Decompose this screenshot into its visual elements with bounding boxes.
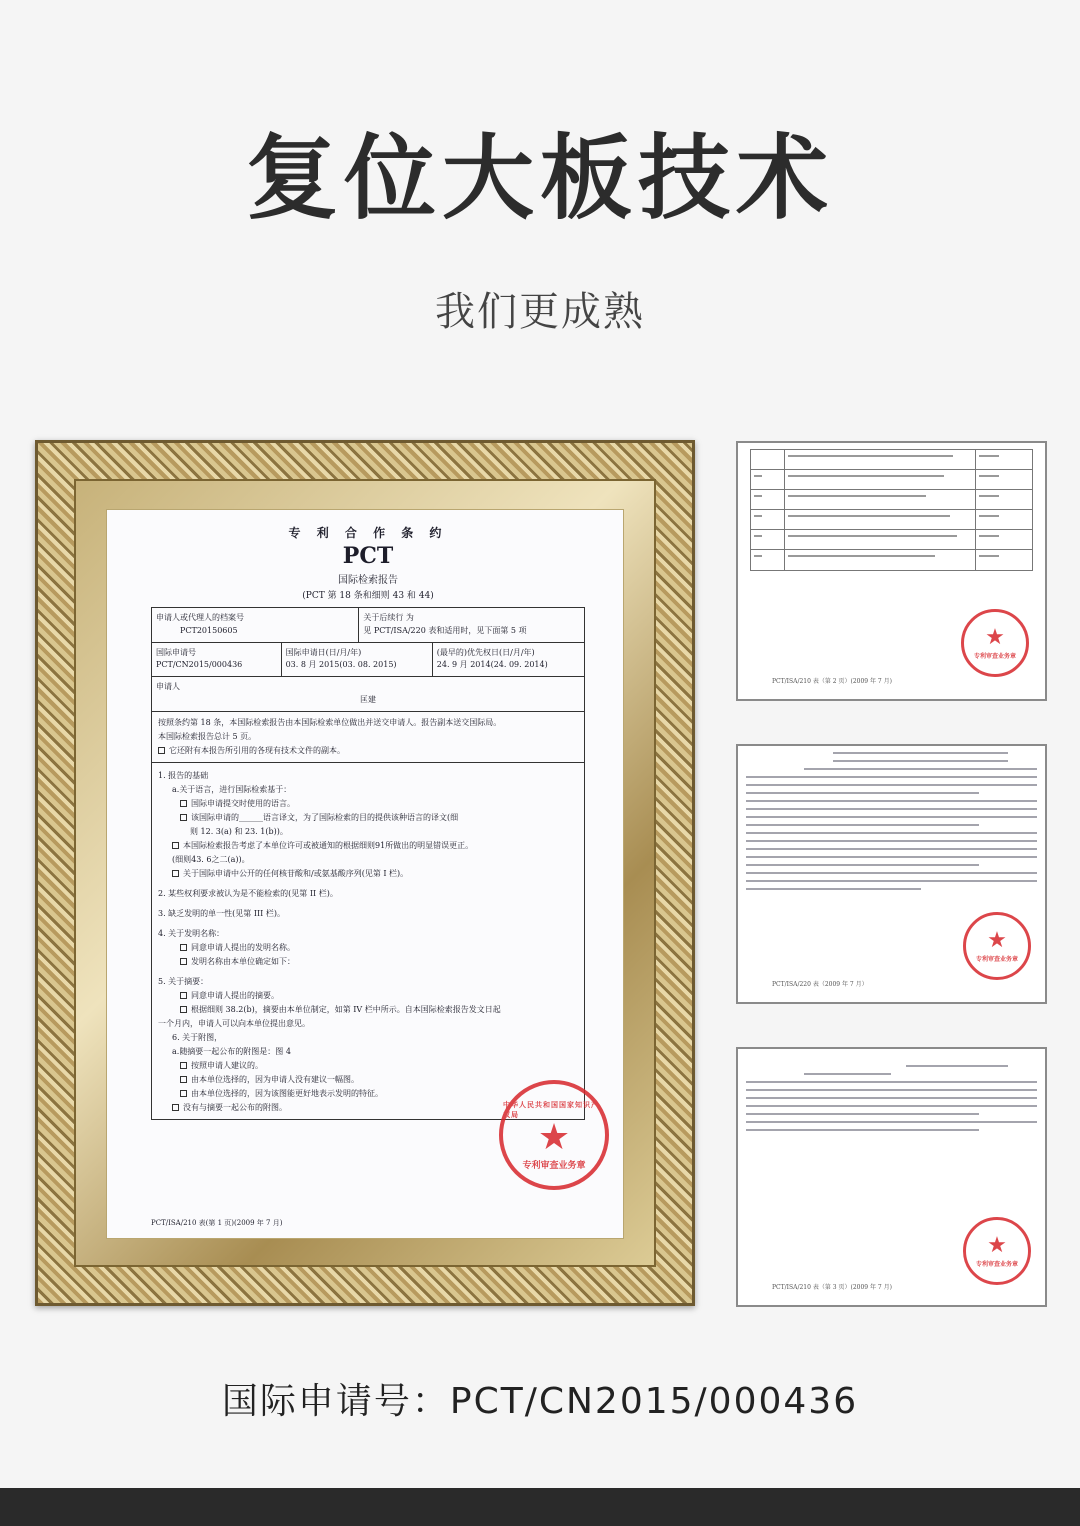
list-item: 同意申请人提出的发明名称。 <box>158 941 578 955</box>
thumb-footer: PCT/ISA/210 表（第 2 页）(2009 年 7 月) <box>772 678 892 685</box>
checkbox <box>180 944 187 951</box>
certificate-paper <box>106 509 624 1239</box>
applicant-cell <box>152 677 584 711</box>
seal-text: 专利审查业务章 <box>973 652 1016 660</box>
checkbox <box>158 747 165 754</box>
star-icon: ★ <box>987 1232 1007 1258</box>
thumb-footer: PCT/ISA/210 表（第 3 页）(2009 年 7 月) <box>772 1284 892 1291</box>
checkbox <box>172 870 179 877</box>
seal-arc-text: 中华人民共和国国家知识产权局 <box>503 1099 599 1119</box>
table-row <box>751 530 1032 550</box>
list-item: 则 12. 3(a) 和 23. 1(b))。 <box>190 826 288 836</box>
filing-date-label: 国际申请日(日/月/年) <box>285 647 362 657</box>
intl-app-value: PCT/CN2015/000436 <box>156 660 243 670</box>
thumb-table <box>744 449 1039 571</box>
checkbox <box>180 1076 187 1083</box>
intro-section <box>151 712 585 763</box>
list-item: 2. 某些权利要求被认为是不能检索的(见第 II 栏)。 <box>158 888 338 898</box>
list-item: 5. 关于摘要： <box>158 976 209 986</box>
star-icon: ★ <box>537 1116 571 1158</box>
official-seal <box>963 912 1031 980</box>
info-row-applicant <box>152 677 584 711</box>
thumbnail-page-3 <box>736 744 1047 1004</box>
table-row <box>751 470 1032 490</box>
list-item: 没有与摘要一起公布的附图。 <box>158 1101 578 1115</box>
application-number: 国际申请号：PCT/CN2015/000436 <box>221 1381 859 1422</box>
info-row-dates <box>152 643 584 678</box>
checkbox <box>180 992 187 999</box>
thumbnail-page-2 <box>736 441 1047 701</box>
applicant-ref-label: 申请人或代理人的档案号 <box>156 613 244 622</box>
checkbox <box>180 814 187 821</box>
doc-footer: PCT/ISA/210 表(第 1 页)(2009 年 7 月) <box>151 1219 283 1227</box>
certificate-frame <box>35 440 695 1306</box>
thumb-footer: PCT/ISA/220 表（2009 年 7 月） <box>772 981 868 988</box>
official-seal <box>499 1080 609 1190</box>
intro-para-1: 按照条约第 18 条，本国际检索报告由本国际检索单位做出并送交申请人。报告副本送交国际局。 <box>158 717 502 727</box>
list-item: a.关于语言，进行国际检索基于： <box>172 784 292 794</box>
intl-app-label: 国际申请号 <box>156 647 196 657</box>
checkbox <box>180 800 187 807</box>
filing-date-cell <box>282 643 433 677</box>
thumb-table-grid <box>750 449 1033 571</box>
applicant-name: 匡建 <box>360 694 376 704</box>
star-icon: ★ <box>985 624 1005 650</box>
list-item: 同意申请人提出的摘要。 <box>158 989 578 1003</box>
bottom-bar <box>0 1488 1080 1526</box>
frame-inner-border <box>74 479 656 1267</box>
seal-text: 专利审查业务章 <box>975 1260 1018 1268</box>
list-item: 按照申请人建议的。 <box>158 1059 578 1073</box>
list-item: 该国际申请的______语言译文，为了国际检索的目的提供该种语言的译文(细 <box>158 811 578 825</box>
intl-app-cell <box>152 643 282 677</box>
applicant-label: 申请人 <box>156 682 180 692</box>
applicant-ref-cell <box>152 608 359 642</box>
checkbox <box>172 1104 179 1111</box>
intro-para-3 <box>158 744 578 758</box>
official-seal <box>963 1217 1031 1285</box>
seal-text: 专利审查业务章 <box>522 1160 586 1171</box>
list-item: 本国际检索报告考虑了本单位许可或被通知的根据细则91所做出的明显错误更正。 <box>158 839 578 853</box>
checkbox <box>180 1090 187 1097</box>
list-item: a.随摘要一起公布的附图是：图 4 <box>172 1046 291 1056</box>
checkbox <box>180 1062 187 1069</box>
intro-para-3-text: 它还附有本报告所引用的各现有技术文件的副本。 <box>169 745 345 755</box>
priority-label: (最早的)优先权日(日/月/年) <box>436 647 535 657</box>
thumb-text-lines <box>746 1065 1037 1137</box>
list-item: 关于国际申请中公开的任何核苷酸和/或氨基酸序列(见第 I 栏)。 <box>158 867 578 881</box>
seal-text: 专利审查业务章 <box>975 955 1018 963</box>
table-row <box>751 550 1032 570</box>
list-item: 由本单位选择的，因为该图能更好地表示发明的特征。 <box>158 1087 578 1101</box>
doc-heading: 专 利 合 作 条 约 <box>288 526 448 540</box>
list-item: 6. 关于附图， <box>172 1032 223 1042</box>
list-item: 国际申请提交时使用的语言。 <box>158 797 578 811</box>
page-title: 复位大板技术 <box>245 125 834 232</box>
priority-value: 24. 9 月 2014(24. 09. 2014) <box>436 660 548 670</box>
thumb-text-lines <box>746 752 1037 896</box>
list-item: 3. 缺乏发明的单一性(见第 III 栏)。 <box>158 908 285 918</box>
action-label: 关于后续行 为 <box>363 613 414 622</box>
star-icon: ★ <box>987 927 1007 953</box>
list-item: 发明名称由本单位确定如下： <box>158 955 578 969</box>
list-item: 由本单位选择的，因为申请人没有建议一幅图。 <box>158 1073 578 1087</box>
table-row <box>751 450 1032 470</box>
page-subtitle: 我们更成熟 <box>435 289 645 335</box>
info-grid <box>151 607 585 712</box>
list-item: 根据细则 38.2(b)，摘要由本单位制定，如第 IV 栏中所示。自本国际检索报告发文日起 <box>158 1003 578 1017</box>
info-row-ref <box>152 608 584 643</box>
checkbox <box>180 1006 187 1013</box>
official-seal <box>961 609 1029 677</box>
filing-date-value: 03. 8 月 2015(03. 08. 2015) <box>285 660 397 670</box>
list-item: 1. 报告的基础 <box>158 770 209 780</box>
doc-pct: PCT <box>342 543 394 569</box>
list-item: (细则43. 6之二(a))。 <box>172 854 250 864</box>
items-section <box>151 763 585 1120</box>
doc-title: 国际检索报告 <box>338 575 398 586</box>
list-item: 4. 关于发明名称： <box>158 928 225 938</box>
intro-para-2: 本国际检索报告总计 5 页。 <box>158 731 257 741</box>
action-cell <box>359 608 584 642</box>
table-row <box>751 510 1032 530</box>
doc-subtitle: (PCT 第 18 条和细则 43 和 44) <box>302 591 434 601</box>
applicant-ref-value: PCT20150605 <box>180 625 238 635</box>
priority-cell <box>433 643 584 677</box>
table-row <box>751 490 1032 510</box>
action-value: 见 PCT/ISA/220 表和适用时，见下面第 5 项 <box>363 625 527 635</box>
checkbox <box>172 842 179 849</box>
list-item: 一个月内，申请人可以向本单位提出意见。 <box>158 1018 310 1028</box>
checkbox <box>180 958 187 965</box>
thumbnail-page-4 <box>736 1047 1047 1307</box>
